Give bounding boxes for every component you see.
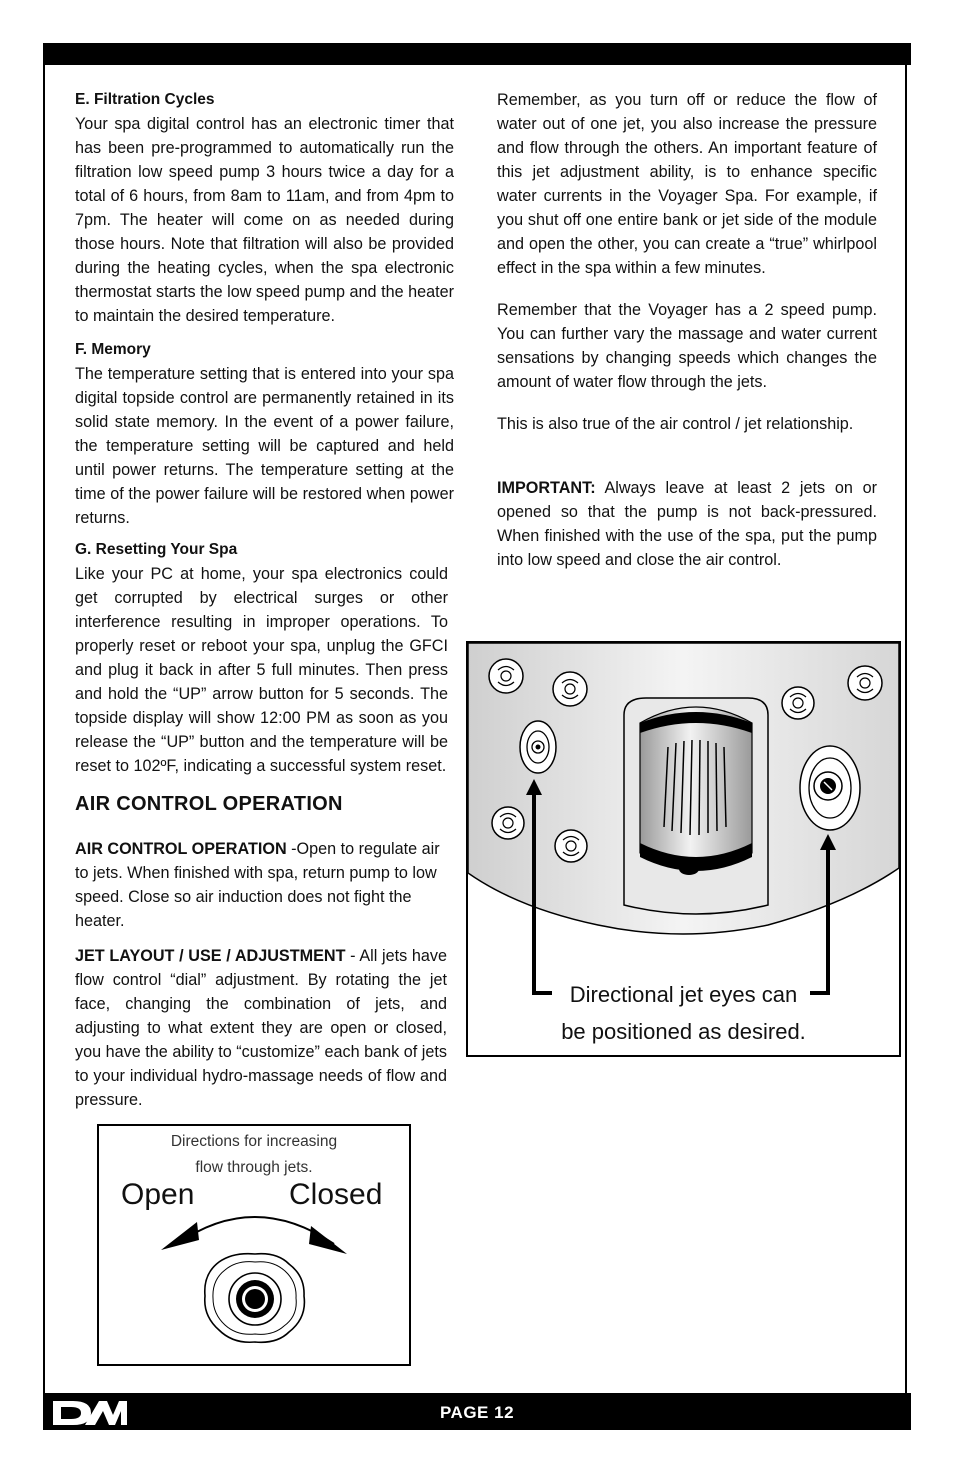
jet-face-icon — [205, 1254, 305, 1343]
resetting-body: Like your PC at home, your spa electronics could get corrupted by electrical surges or other interference resulting in improper operations. To properly reset or reboot your spa, unplug the GFCI and plug it back in after 5 full minutes. Then press and hold the “UP” arrow button for 5 seconds. The topside display will show 12:00 PM as soon as you release the “UP” button and the temperature will be reset to 102ºF, indicating a successful system reset. — [75, 565, 448, 775]
filter-cartridge-icon — [640, 707, 752, 875]
filtration-heading: E. Filtration Cycles — [75, 91, 215, 108]
air-section-title: AIR CONTROL OPERATION — [75, 793, 343, 815]
jet-eye-icon — [782, 687, 814, 719]
jet-layout-label: JET LAYOUT / USE / ADJUSTMENT — [75, 947, 346, 965]
caption-line-2: flow through jets. — [195, 1159, 313, 1176]
important-paragraph — [497, 476, 877, 572]
page-number: PAGE 12 — [439, 1403, 515, 1422]
jets-paragraph-2: Remember that the Voyager has a 2 speed pump. You can further vary the massage and water current sensations by changing speeds which changes the amount of water flow through the jets. — [497, 301, 877, 391]
caption-line-1: Directions for increasing — [170, 1133, 338, 1150]
jet-direction-figure — [97, 1124, 411, 1366]
jet-eye-icon — [555, 830, 587, 862]
directional-jet-note — [468, 976, 899, 1050]
resetting-heading: G. Resetting Your Spa — [75, 541, 238, 558]
open-label: Open — [121, 1178, 195, 1211]
directional-jet-left-icon — [520, 721, 556, 773]
air-control-paragraph — [75, 837, 441, 933]
note-line-1: Directional jet eyes can — [564, 982, 803, 1007]
jets-paragraph-1: Remember, as you turn off or reduce the flow of water out of one jet, you also increase the pressure and flow through the others. An important feature of this jet adjustment ability, is to enhance specific water currents in the Voyager Spa. For example, if you shut off one entire bank or jet side of the module and open the other, you can create a “true” whirlpool effect in the spa within a few minutes. — [497, 91, 877, 277]
right-column — [497, 88, 877, 572]
jet-layout-body: - All jets have flow control “dial” adjustment. By rotating the jet face, changing the combination of jets, and adjusting to what extent they are open or closed, you have the ability to “customize” each bank of jets to your individual hydro-massage needs of flow and pressure. — [75, 947, 447, 1109]
closed-label: Closed — [289, 1178, 383, 1211]
jets-paragraph-3: This is also true of the air control / jet relationship. — [497, 415, 854, 433]
important-label: IMPORTANT: — [497, 479, 596, 497]
note-line-2: be positioned as desired. — [561, 1019, 806, 1044]
jet-dial-illustration — [99, 1126, 409, 1364]
air-control-label: AIR CONTROL OPERATION — [75, 840, 287, 858]
air-control-body: -Open to regulate air to jets. When finished with spa, return pump to low speed. Close so air induction does not fight the heater. — [75, 840, 440, 930]
memory-body: The temperature setting that is entered into your spa digital topside control are permanently retained in its solid state memory. In the event of a power failure, the temperature setting will be captured and held until power returns. The temperature setting at the time of the power failure will be restored when power returns. — [75, 365, 454, 527]
closed-arrow-icon — [309, 1226, 347, 1254]
open-arrow-icon — [161, 1222, 199, 1250]
jet-layout-paragraph — [75, 944, 447, 1112]
spa-jets-figure — [466, 641, 901, 1057]
important-body: Always leave at least 2 jets on or opened so that the pump is not back-pressured. When finished with the use of the spa, put the pump into low speed and close the air control. — [497, 479, 877, 569]
footer-bar — [43, 1393, 911, 1430]
filtration-body: Your spa digital control has an electronic timer that has been pre-programmed to automatically run the filtration low speed pump 3 hours twice a day for a total of 6 hours, from 8am to 11am, and from 4pm to 7pm. The heater will come on as needed during those hours. Note that filtration will also be provided during the heating cycles, when the spa electronic thermostat starts the low speed pump and the heater to maintain the desired temperature. — [75, 115, 454, 325]
jet-eye-icon — [492, 807, 524, 839]
memory-heading: F. Memory — [75, 341, 151, 358]
directional-jet-right-icon — [800, 746, 860, 830]
left-column — [75, 88, 454, 1112]
jet-eye-icon — [489, 659, 523, 693]
jet-eye-icon — [553, 672, 587, 706]
jet-eye-icon — [848, 666, 882, 700]
